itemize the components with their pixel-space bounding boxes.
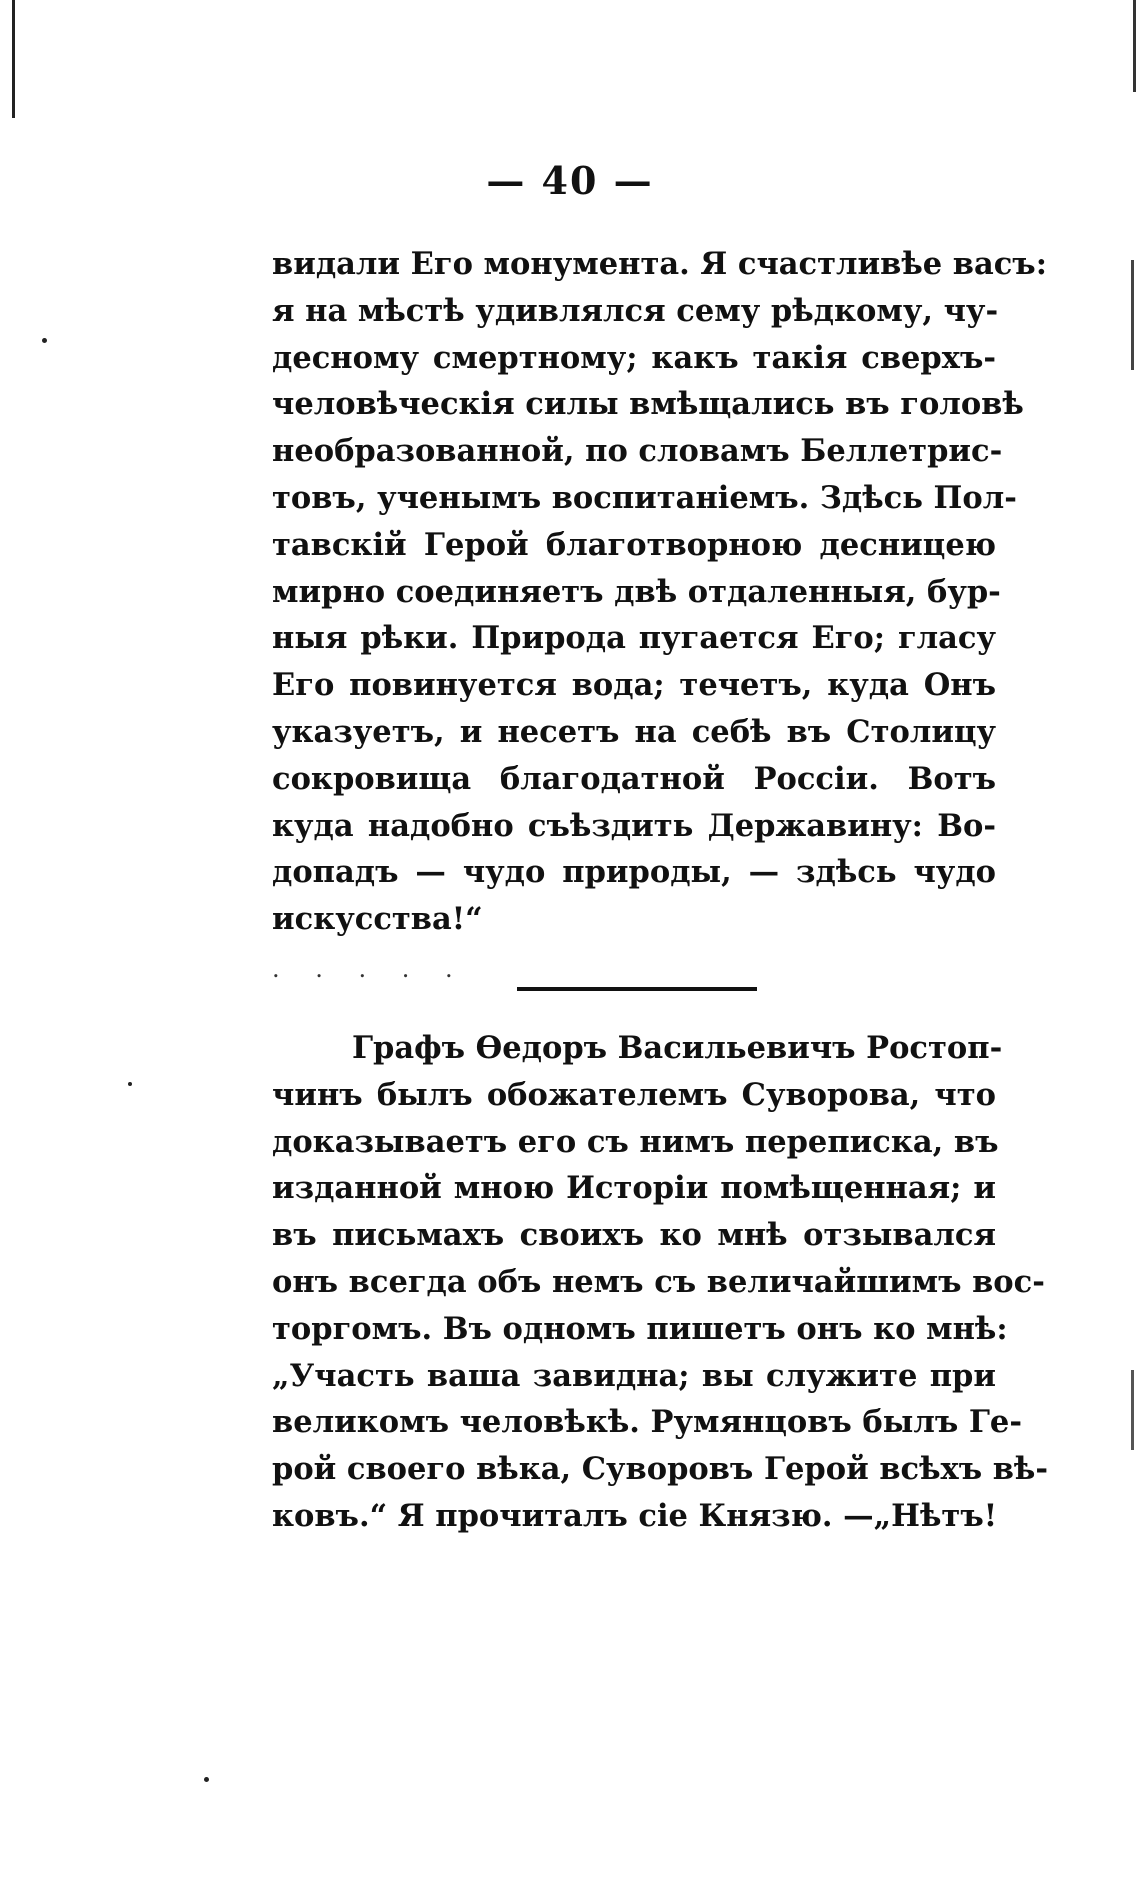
scan-speck (128, 1082, 132, 1086)
text-line: видали Его монумента. Я счастливѣе васъ: (272, 246, 1047, 282)
text-line: ковъ.“ Я прочиталъ сіе Князю. —„Нѣтъ! (272, 1497, 998, 1534)
text-line: куда надобно съѣздить Державину: Во- (272, 807, 996, 844)
page-edge-right-mid (1131, 260, 1134, 370)
text-line: онъ всегда объ немъ съ величайшимъ вос- (272, 1263, 1045, 1300)
text-line: допадъ — чудо природы, — здѣсь чудо (272, 854, 996, 891)
paragraph-2 (272, 1025, 1049, 1540)
page-edge-right-top (1133, 0, 1136, 92)
section-divider-rule (517, 987, 757, 991)
text-line: мирно соединяетъ двѣ отдаленныя, бур- (272, 573, 1001, 610)
text-line: десному смертному; какъ такія сверхъ- (272, 339, 996, 376)
text-line: сокровища благодатной Россіи. Вотъ (272, 760, 996, 797)
page-edge-right-low (1131, 1370, 1134, 1450)
scan-speck (42, 338, 47, 343)
page-number: — 40 — (486, 158, 654, 203)
text-line: ныя рѣки. Природа пугается Его; гласу (272, 620, 996, 657)
text-line: я на мѣстѣ удивлялся сему рѣдкому, чу- (272, 292, 999, 329)
text-line: рой своего вѣка, Суворовъ Герой всѣхъ вѣ- (272, 1451, 1049, 1488)
text-line: Его повинуется вода; течетъ, куда Онъ (272, 667, 996, 704)
text-line: великомъ человѣкѣ. Румянцовъ былъ Ге- (272, 1404, 1022, 1441)
page-edge-left (12, 0, 15, 118)
text-line: необразованной, по словамъ Беллетрис- (272, 433, 1003, 470)
text-line: изданной мною Исторіи помѣщенная; и (272, 1170, 996, 1207)
separator-dots: . . . . . (272, 955, 467, 983)
text-line: товъ, ученымъ воспитаніемъ. Здѣсь Пол- (272, 479, 1017, 516)
text-line: искусства!“ (272, 901, 483, 938)
text-line: чинъ былъ обожателемъ Суворова, что (272, 1076, 996, 1113)
paragraph-1 (272, 241, 1047, 943)
scan-speck (204, 1777, 209, 1782)
text-line: указуетъ, и несетъ на себѣ въ Столицу (272, 713, 996, 750)
text-line: человѣческія силы вмѣщались въ головѣ (272, 386, 1024, 423)
text-line: въ письмахъ своихъ ко мнѣ отзывался (272, 1217, 996, 1254)
text-line: Графъ Ѳедоръ Васильевичъ Ростоп- (352, 1030, 1003, 1066)
text-line: „Участь ваша завидна; вы служите при (272, 1357, 996, 1394)
text-line: торгомъ. Въ одномъ пишетъ онъ ко мнѣ: (272, 1310, 1008, 1347)
text-line: доказываетъ его съ нимъ переписка, въ (272, 1123, 999, 1160)
text-line: тавскій Герой благотворною десницею (272, 526, 996, 563)
